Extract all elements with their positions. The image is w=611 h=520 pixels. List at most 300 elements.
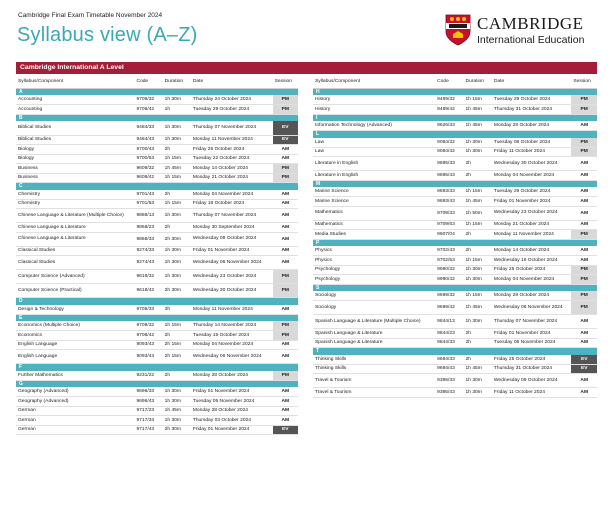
date-cell: Monday 28 October 2024 — [191, 371, 273, 381]
table-row — [313, 301, 597, 315]
table-row — [313, 291, 597, 301]
page-title: Syllabus view (A–Z) — [17, 24, 198, 46]
syllabus-cell: History — [313, 105, 435, 115]
session-cell: AM — [273, 154, 298, 164]
section-letter-row — [16, 88, 298, 95]
code-cell: 9844/13 — [435, 315, 463, 329]
duration-cell: 1h 15m — [163, 321, 191, 331]
syllabus-cell: Physics — [313, 246, 435, 256]
syllabus-cell: Law — [313, 138, 435, 148]
syllabus-cell: Economics (Multiple Choice) — [16, 321, 134, 331]
code-cell: 9489/42 — [435, 105, 463, 115]
code-cell: 9626/33 — [435, 121, 463, 131]
duration-cell: 2h 30m — [163, 232, 191, 246]
duration-cell: 2h — [163, 145, 191, 155]
code-cell: 9990/32 — [435, 265, 463, 275]
duration-cell: 1h 45m — [464, 105, 492, 115]
header-syllabus: Syllabus/Component — [16, 76, 134, 88]
date-cell: Monday 21 October 2024 — [191, 173, 273, 183]
code-cell: 9709/63 — [435, 220, 463, 230]
duration-cell: 1h 15m — [464, 291, 492, 301]
logo-wordmark: CAMBRIDGE — [477, 14, 584, 33]
syllabus-cell: Business — [16, 164, 134, 174]
session-cell: PM — [273, 105, 298, 115]
date-cell: Friday 25 October 2024 — [191, 145, 273, 155]
section-letter: P — [313, 239, 597, 246]
session-cell: AM — [273, 145, 298, 155]
section-letter-row — [16, 183, 298, 190]
section-letter-row — [313, 131, 597, 138]
duration-cell: 1h 15m — [464, 256, 492, 266]
syllabus-cell: Mathematics — [313, 220, 435, 230]
session-cell: PM — [273, 284, 298, 298]
section-letter-row — [16, 364, 298, 371]
section-letter: S — [313, 284, 597, 291]
syllabus-cell: Travel & Tourism — [313, 388, 435, 398]
code-cell: 9609/32 — [134, 164, 162, 174]
section-letter-row — [313, 88, 597, 95]
date-cell: Tuesday 15 October 2024 — [191, 331, 273, 341]
timetable-right — [313, 76, 597, 398]
code-cell: 9618/42 — [134, 284, 162, 298]
code-cell: 9093/43 — [134, 340, 162, 350]
section-letter-row — [313, 114, 597, 121]
code-cell: 9609/42 — [134, 173, 162, 183]
date-cell: Thursday 24 October 2024 — [191, 95, 273, 105]
syllabus-cell: Geography (Advanced) — [16, 397, 134, 407]
syllabus-cell: Design & Technology — [16, 305, 134, 315]
duration-cell: 1h 45m — [464, 121, 492, 131]
code-cell: 9702/53 — [435, 256, 463, 266]
header-date: Date — [191, 76, 273, 88]
date-cell: Wednesday 06 November 2024 — [191, 256, 273, 270]
session-cell: PM — [571, 230, 597, 240]
header-session: Session — [273, 76, 298, 88]
table-row — [313, 329, 597, 339]
code-cell: 9696/43 — [134, 397, 162, 407]
code-cell: 9618/32 — [134, 270, 162, 284]
section-letter-row — [313, 284, 597, 291]
session-cell: AM — [571, 206, 597, 220]
syllabus-cell: Spanish Language & Literature (Multiple Choice) — [313, 315, 435, 329]
table-row — [16, 371, 298, 381]
syllabus-cell: Biology — [16, 145, 134, 155]
code-cell: 9706/42 — [134, 105, 162, 115]
duration-cell: 1h 50m — [464, 206, 492, 220]
syllabus-cell: Chinese Language & Literature (Multiple Choice) — [16, 209, 134, 223]
date-cell: Thursday 07 November 2024 — [492, 315, 572, 329]
date-cell: Friday 01 November 2024 — [191, 387, 273, 397]
session-cell: AM — [571, 171, 597, 181]
syllabus-cell: Media Studies — [313, 230, 435, 240]
date-cell: Tuesday 29 October 2024 — [492, 95, 572, 105]
date-cell: Wednesday 06 November 2024 — [191, 350, 273, 364]
table-row — [16, 321, 298, 331]
session-cell: AM — [273, 340, 298, 350]
duration-cell: 1h 45m — [464, 364, 492, 374]
duration-cell: 1h 30m — [163, 209, 191, 223]
duration-cell: 2h — [163, 223, 191, 233]
syllabus-cell: Further Mathematics — [16, 371, 134, 381]
duration-cell: 2h — [163, 190, 191, 200]
date-cell: Monday 11 November 2024 — [191, 135, 273, 145]
table-row — [313, 315, 597, 329]
code-cell: 9607/04 — [435, 230, 463, 240]
duration-cell: 1h 15m — [464, 95, 492, 105]
code-cell: 9484/43 — [134, 135, 162, 145]
table-row — [313, 230, 597, 240]
session-cell: AM — [273, 387, 298, 397]
syllabus-cell: Law — [313, 147, 435, 157]
duration-cell: 2h — [464, 355, 492, 365]
section-letter: C — [16, 183, 298, 190]
table-row — [16, 105, 298, 115]
session-cell: AM — [273, 416, 298, 426]
header-session: Session — [571, 76, 597, 88]
table-row — [16, 164, 298, 174]
duration-cell: 2h 30m — [163, 425, 191, 435]
duration-cell: 1h 30m — [163, 121, 191, 135]
table-row — [16, 145, 298, 155]
session-cell: PM — [571, 95, 597, 105]
session-cell: PM — [273, 270, 298, 284]
duration-cell: 1h 15m — [163, 173, 191, 183]
section-letter: T — [313, 348, 597, 355]
duration-cell: 3h — [163, 305, 191, 315]
session-cell: AM — [273, 199, 298, 209]
date-cell: Friday 01 November 2024 — [492, 329, 572, 339]
session-cell: AM — [273, 223, 298, 233]
syllabus-cell: Business — [16, 173, 134, 183]
section-letter: G — [16, 380, 298, 387]
date-cell: Wednesday 30 October 2024 — [492, 157, 572, 171]
session-cell: AM — [273, 305, 298, 315]
code-cell: 9093/43 — [134, 350, 162, 364]
syllabus-cell: Biblical Studies — [16, 135, 134, 145]
date-cell: Friday 01 November 2024 — [191, 246, 273, 256]
right-column — [313, 76, 597, 398]
duration-cell: 1h 30m — [163, 387, 191, 397]
table-row — [16, 305, 298, 315]
syllabus-cell: Accounting — [16, 95, 134, 105]
table-row — [16, 135, 298, 145]
duration-cell: 1h 45m — [464, 197, 492, 207]
table-row — [16, 190, 298, 200]
syllabus-cell: Psychology — [313, 265, 435, 275]
duration-cell: 2h — [464, 157, 492, 171]
syllabus-cell: Biology — [16, 154, 134, 164]
syllabus-cell: Geography (Advanced) — [16, 387, 134, 397]
table-row — [16, 350, 298, 364]
duration-cell: 1h 30m — [163, 95, 191, 105]
table-row — [16, 256, 298, 270]
syllabus-cell: Marine Science — [313, 187, 435, 197]
table-row — [16, 284, 298, 298]
duration-cell: 1h 30m — [464, 388, 492, 398]
header-date: Date — [492, 76, 572, 88]
duration-cell: 1h 30m — [163, 270, 191, 284]
date-cell: Wednesday 30 October 2024 — [191, 284, 273, 298]
code-cell: 9084/42 — [435, 147, 463, 157]
doc-title: Cambridge Final Exam Timetable November 2024 — [18, 12, 163, 19]
session-cell: AM — [571, 197, 597, 207]
date-cell: Friday 01 November 2024 — [191, 425, 273, 435]
table-row — [16, 223, 298, 233]
duration-cell: 1h 15m — [163, 154, 191, 164]
syllabus-cell: Travel & Tourism — [313, 374, 435, 388]
table-row — [313, 388, 597, 398]
table-row — [313, 246, 597, 256]
syllabus-cell: Classical Studies — [16, 256, 134, 270]
code-cell: 9274/43 — [134, 256, 162, 270]
duration-cell: 2h — [163, 371, 191, 381]
date-cell: Monday 11 November 2024 — [492, 230, 572, 240]
duration-cell: 1h 30m — [163, 135, 191, 145]
table-row — [16, 209, 298, 223]
date-cell: Wednesday 23 October 2024 — [492, 206, 572, 220]
syllabus-cell: Computer Science (Practical) — [16, 284, 134, 298]
section-letter: L — [313, 131, 597, 138]
session-cell: AM — [273, 232, 298, 246]
table-row — [16, 232, 298, 246]
code-cell: 9694/43 — [435, 364, 463, 374]
session-cell: EV — [273, 121, 298, 135]
table-row — [16, 406, 298, 416]
section-letter-row — [16, 298, 298, 305]
timetable-right-body — [313, 88, 597, 397]
table-row — [313, 147, 597, 157]
duration-cell: 1h 30m — [163, 416, 191, 426]
duration-cell: 1h 30m — [163, 256, 191, 270]
session-cell: PM — [273, 173, 298, 183]
table-row — [313, 256, 597, 266]
duration-cell: 1h 30m — [464, 147, 492, 157]
left-column — [16, 76, 298, 435]
duration-cell: 2h 15m — [163, 350, 191, 364]
duration-cell: 1h 15m — [464, 187, 492, 197]
syllabus-cell: English Language — [16, 350, 134, 364]
date-cell: Monday 14 October 2024 — [191, 164, 273, 174]
syllabus-cell: Marine Science — [313, 197, 435, 207]
code-cell: 9701/43 — [134, 190, 162, 200]
date-cell: Wednesday 09 October 2024 — [492, 374, 572, 388]
code-cell: 9694/33 — [435, 355, 463, 365]
duration-cell: 1h 30m — [464, 138, 492, 148]
section-letter-row — [313, 239, 597, 246]
table-row — [313, 121, 597, 131]
code-cell: 9700/53 — [134, 154, 162, 164]
duration-cell: 1h — [163, 105, 191, 115]
code-cell: 9231/22 — [134, 371, 162, 381]
duration-cell: 1h 30m — [464, 315, 492, 329]
section-letter: M — [313, 180, 597, 187]
duration-cell: 1h 15m — [464, 220, 492, 230]
date-cell: Monday 04 November 2024 — [492, 171, 572, 181]
syllabus-cell: Accounting — [16, 105, 134, 115]
header-syllabus: Syllabus/Component — [313, 76, 435, 88]
code-cell: 9844/33 — [435, 338, 463, 348]
code-cell: 9868/13 — [134, 209, 162, 223]
session-cell: AM — [273, 350, 298, 364]
session-cell: AM — [571, 338, 597, 348]
code-cell: 9717/43 — [134, 425, 162, 435]
session-cell: PM — [571, 147, 597, 157]
date-cell: Wednesday 16 October 2024 — [492, 256, 572, 266]
date-cell: Tuesday 05 November 2024 — [191, 397, 273, 407]
session-cell: PM — [273, 95, 298, 105]
syllabus-cell: Biblical Studies — [16, 121, 134, 135]
syllabus-cell: Chinese Language & Literature — [16, 232, 134, 246]
session-cell: EV — [571, 355, 597, 365]
table-row — [313, 275, 597, 285]
date-cell: Friday 25 October 2024 — [492, 355, 572, 365]
date-cell: Thursday 07 November 2024 — [191, 121, 273, 135]
date-cell: Tuesday 22 October 2024 — [191, 154, 273, 164]
syllabus-cell: German — [16, 416, 134, 426]
crest-icon — [445, 14, 471, 46]
session-cell: AM — [273, 246, 298, 256]
table-row — [313, 220, 597, 230]
section-letter-row — [16, 314, 298, 321]
syllabus-cell: Spanish Language & Literature — [313, 329, 435, 339]
session-cell: AM — [273, 406, 298, 416]
code-cell: 9705/33 — [134, 305, 162, 315]
code-cell: 9489/32 — [435, 95, 463, 105]
session-cell: PM — [571, 265, 597, 275]
code-cell: 9695/33 — [435, 157, 463, 171]
code-cell: 9709/33 — [435, 206, 463, 220]
duration-cell: 2h — [464, 329, 492, 339]
section-letter: F — [16, 364, 298, 371]
table-row — [313, 197, 597, 207]
table-row — [16, 270, 298, 284]
syllabus-cell: Psychology — [313, 275, 435, 285]
table-row — [313, 364, 597, 374]
syllabus-cell: Sociology — [313, 291, 435, 301]
table-row — [313, 157, 597, 171]
header-duration: Duration — [163, 76, 191, 88]
date-cell: Thursday 03 October 2024 — [191, 416, 273, 426]
table-row — [16, 397, 298, 407]
duration-cell: 1h 30m — [163, 246, 191, 256]
code-cell: 9702/43 — [435, 246, 463, 256]
table-row — [16, 340, 298, 350]
logo-subtitle: International Education — [477, 34, 585, 46]
section-letter: I — [313, 114, 597, 121]
syllabus-cell: Thinking Skills — [313, 355, 435, 365]
date-cell: Wednesday 09 October 2024 — [191, 232, 273, 246]
date-cell: Thursday 14 November 2024 — [191, 321, 273, 331]
date-cell: Wednesday 23 October 2024 — [191, 270, 273, 284]
date-cell: Monday 28 October 2024 — [492, 291, 572, 301]
syllabus-cell: Chemistry — [16, 190, 134, 200]
date-cell: Wednesday 06 November 2024 — [492, 301, 572, 315]
session-cell: AM — [571, 121, 597, 131]
code-cell: 9395/33 — [435, 374, 463, 388]
session-cell: EV — [273, 425, 298, 435]
date-cell: Tuesday 08 October 2024 — [492, 138, 572, 148]
date-cell: Monday 04 November 2024 — [191, 190, 273, 200]
syllabus-cell: Mathematics — [313, 206, 435, 220]
header-code: Code — [435, 76, 463, 88]
syllabus-cell: German — [16, 406, 134, 416]
session-cell: PM — [273, 164, 298, 174]
session-cell: AM — [571, 256, 597, 266]
date-cell: Friday 25 October 2024 — [492, 265, 572, 275]
session-cell: PM — [571, 105, 597, 115]
duration-cell: 1h 30m — [464, 275, 492, 285]
section-letter: D — [16, 298, 298, 305]
session-cell: AM — [571, 388, 597, 398]
code-cell: 9844/23 — [435, 329, 463, 339]
date-cell: Tuesday 29 October 2024 — [492, 187, 572, 197]
syllabus-cell: Spanish Language & Literature — [313, 338, 435, 348]
qualification-banner: Cambridge International A Level — [16, 62, 597, 74]
table-row — [16, 331, 298, 341]
session-cell: PM — [571, 275, 597, 285]
table-row — [313, 105, 597, 115]
date-cell: Friday 01 November 2024 — [492, 197, 572, 207]
date-cell: Friday 11 October 2024 — [492, 147, 572, 157]
timetable-left-body — [16, 88, 298, 435]
code-cell: 9701/53 — [134, 199, 162, 209]
duration-cell: 2h — [464, 230, 492, 240]
table-row — [16, 173, 298, 183]
code-cell: 9717/33 — [134, 416, 162, 426]
code-cell: 9695/43 — [435, 171, 463, 181]
syllabus-cell: Chinese Language & Literature — [16, 223, 134, 233]
table-row — [313, 265, 597, 275]
code-cell: 9395/43 — [435, 388, 463, 398]
duration-cell: 2h — [163, 331, 191, 341]
date-cell: Thursday 07 November 2024 — [191, 209, 273, 223]
code-cell: 9699/32 — [435, 291, 463, 301]
session-cell: AM — [571, 187, 597, 197]
duration-cell: 1h 45m — [163, 406, 191, 416]
cambridge-logo — [445, 12, 605, 52]
session-cell: PM — [273, 371, 298, 381]
code-cell: 9868/23 — [134, 223, 162, 233]
date-cell: Monday 11 November 2024 — [191, 305, 273, 315]
duration-cell: 2h — [464, 338, 492, 348]
table-row — [313, 338, 597, 348]
date-cell: Monday 28 October 2024 — [492, 121, 572, 131]
session-cell: EV — [571, 364, 597, 374]
date-cell: Monday 28 October 2024 — [191, 406, 273, 416]
code-cell: 9868/33 — [134, 232, 162, 246]
duration-cell: 1h 45m — [163, 164, 191, 174]
date-cell: Friday 18 October 2024 — [191, 199, 273, 209]
date-cell: Monday 14 October 2024 — [492, 246, 572, 256]
duration-cell: 2h — [464, 246, 492, 256]
section-letter: B — [16, 114, 298, 121]
code-cell: 9693/33 — [435, 187, 463, 197]
session-cell: AM — [273, 190, 298, 200]
duration-cell: 1h 30m — [163, 397, 191, 407]
session-cell: AM — [571, 329, 597, 339]
duration-cell: 2h 15m — [163, 340, 191, 350]
session-cell: AM — [273, 209, 298, 223]
session-cell: AM — [571, 246, 597, 256]
date-cell: Monday 30 September 2024 — [191, 223, 273, 233]
code-cell: 9484/33 — [134, 121, 162, 135]
syllabus-cell: Information Technology (Advanced) — [313, 121, 435, 131]
section-letter-row — [16, 380, 298, 387]
table-header — [16, 76, 298, 88]
syllabus-cell: Literature in English — [313, 157, 435, 171]
session-cell: PM — [571, 301, 597, 315]
syllabus-cell: Thinking Skills — [313, 364, 435, 374]
